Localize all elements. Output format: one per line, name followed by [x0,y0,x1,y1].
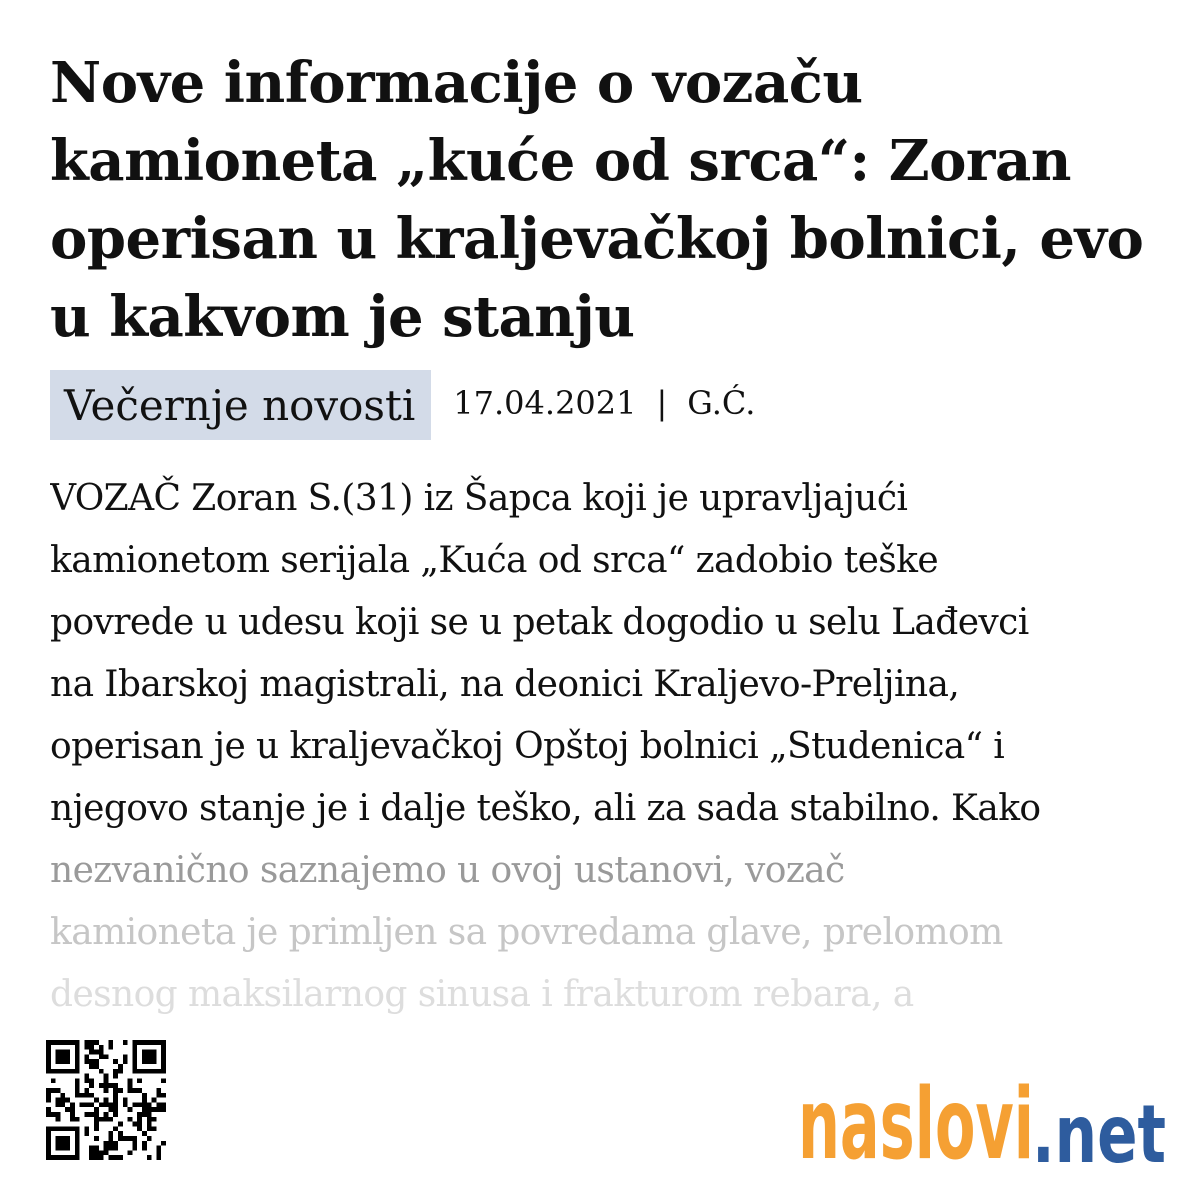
body-line: VOZAČ Zoran S.(31) iz Šapca koji je upravljajući [50,478,908,519]
body-line: operisan je u kraljevačkoj Opštoj bolnici „Studenica“ i [50,726,1005,767]
meta-info [453,384,755,422]
logo-text-main: naslovi [798,1068,1034,1172]
body-line: povrede u udesu koji se u petak dogodio u selu Lađevci [50,602,1029,643]
body-line: njegovo stanje je i dalje teško, ali za sada stabilno. Kako [50,788,1041,829]
body-line: kamioneta je primljen sa povredama glave, prelomom [50,912,1003,953]
logo-text-suffix: .net [1032,1088,1166,1172]
body-line: desnog maksilarnog sinusa i frakturom rebara, a [50,974,914,1015]
publish-date: 17.04.2021 [453,384,637,422]
author: G.Ć. [687,384,756,422]
meta-separator: | [656,384,668,422]
article-meta [50,370,755,440]
body-line: nezvanično saznajemo u ovoj ustanovi, vozač [50,850,845,891]
article-body [50,468,1160,1016]
qr-code-icon[interactable] [46,1040,166,1160]
body-line: na Ibarskoj magistrali, na deonici Kraljevo-Preljina, [50,664,960,705]
source-badge[interactable]: Večernje novosti [50,370,431,440]
naslovi-logo[interactable] [798,1062,1170,1172]
article-headline: Nove informacije o vozaču kamioneta „kuće od srca“: Zoran operisan u kraljevačkoj bolnici, evo u kakvom je stanju [50,50,1144,350]
body-line: kamionetom serijala „Kuća od srca“ zadobio teške [50,540,939,581]
